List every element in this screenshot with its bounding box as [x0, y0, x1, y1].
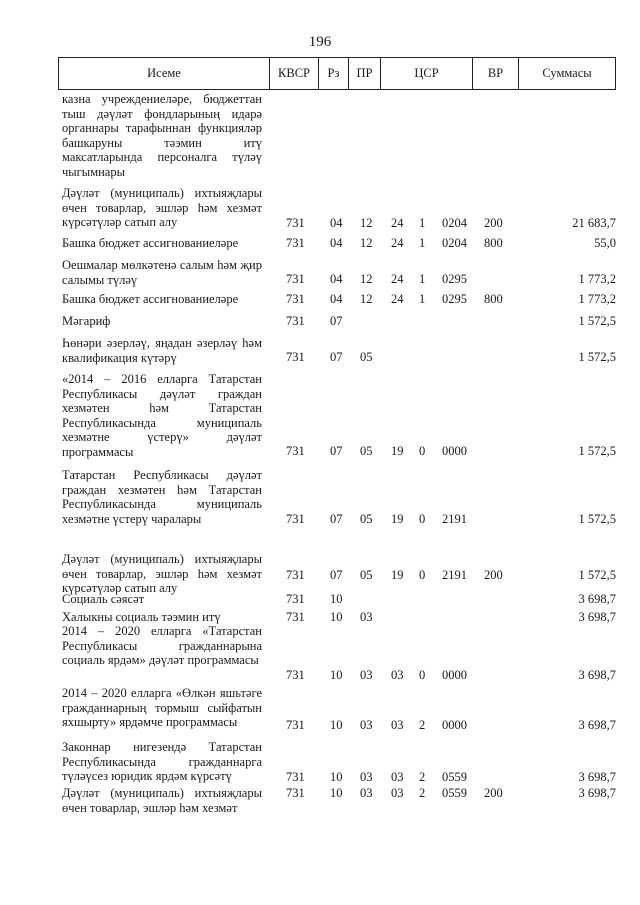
- row-name: Татарстан Республикасы дәүләт граждан хезмәтен һәм Татарстан Республикасында муниципаль хезмәтне үстерү чаралары: [62, 468, 262, 526]
- row-pr: 03: [360, 717, 373, 732]
- row-name: Законнар нигезендә Татарстан Республикасында гражданнарга түләүсез юридик ярдәм күрсәтү: [62, 740, 262, 783]
- row-csr2: 1: [419, 215, 426, 230]
- table-row: [0, 610, 640, 624]
- row-csr3: 0000: [442, 443, 467, 458]
- row-pr: 12: [360, 271, 373, 286]
- row-rz: 07: [330, 567, 343, 582]
- row-sum: 3 698,7: [578, 769, 616, 784]
- row-vr: 200: [484, 786, 503, 800]
- row-vr: 200: [484, 215, 503, 230]
- row-csr3: 2191: [442, 567, 467, 582]
- table-row: [0, 592, 640, 606]
- row-kvsr: 731: [286, 271, 305, 286]
- row-sum: 3 698,7: [578, 591, 616, 606]
- row-csr3: 0000: [442, 667, 467, 682]
- row-sum: 1 572,5: [578, 349, 616, 364]
- row-name: Башка бюджет ассигнованиеләре: [62, 292, 239, 306]
- row-pr: 12: [360, 215, 373, 230]
- header-pr: ПР: [349, 58, 381, 89]
- row-name: Мәгариф: [62, 314, 111, 328]
- row-name: «2014 – 2016 елларга Татарстан Республикасы дәүләт граждан хезмәтен һәм Татарстан Республикасында муниципаль хезмәтне үстерү» дәүләт программасы: [62, 372, 262, 459]
- row-kvsr: 731: [286, 215, 305, 230]
- table-row: [0, 258, 640, 286]
- header-kvsr: КВСР: [270, 58, 319, 89]
- row-pr: 12: [360, 235, 373, 250]
- header-name: Исеме: [59, 58, 270, 89]
- row-name: Башка бюджет ассигнованиеләре: [62, 236, 239, 250]
- row-csr2: 2: [419, 786, 426, 800]
- row-csr1: 24: [391, 235, 404, 250]
- row-kvsr: 731: [286, 443, 305, 458]
- row-sum: 21 683,7: [572, 215, 616, 230]
- row-vr: 200: [484, 567, 503, 582]
- table-row: [0, 186, 640, 230]
- row-sum: 3 698,7: [578, 609, 616, 624]
- row-vr: 800: [484, 291, 503, 306]
- row-kvsr: 731: [286, 609, 305, 624]
- table-row: [0, 314, 640, 328]
- row-rz: 07: [330, 511, 343, 526]
- row-csr3: 2191: [442, 511, 467, 526]
- row-rz: 10: [330, 609, 343, 624]
- table-row: [0, 468, 640, 526]
- row-pr: 03: [360, 609, 373, 624]
- row-csr1: 03: [391, 717, 404, 732]
- row-rz: 10: [330, 591, 343, 606]
- row-csr2: 2: [419, 717, 426, 732]
- row-vr: 800: [484, 235, 503, 250]
- table-row: [0, 372, 640, 458]
- row-csr1: 03: [391, 769, 404, 784]
- table-row: [0, 686, 640, 732]
- header-vr: ВР: [473, 58, 519, 89]
- row-rz: 04: [330, 291, 343, 306]
- row-rz: 10: [330, 667, 343, 682]
- table-row: [0, 624, 640, 682]
- row-kvsr: 731: [286, 567, 305, 582]
- row-rz: 07: [330, 313, 343, 328]
- row-sum: 1 773,2: [578, 271, 616, 286]
- row-sum: 3 698,7: [578, 717, 616, 732]
- row-csr1: 03: [391, 786, 404, 800]
- row-csr2: 0: [419, 567, 426, 582]
- row-sum: 1 572,5: [578, 313, 616, 328]
- row-name: Дәүләт (муниципаль) ихтыяҗлары өчен товарлар, эшләр һәм хезмәт күрсәтүләр сатып алу: [62, 552, 262, 595]
- row-csr3: 0295: [442, 271, 467, 286]
- table-row: [0, 292, 640, 306]
- row-csr2: 0: [419, 511, 426, 526]
- row-csr2: 1: [419, 235, 426, 250]
- row-csr3: 0204: [442, 235, 467, 250]
- row-csr3: 0204: [442, 215, 467, 230]
- row-csr1: 24: [391, 215, 404, 230]
- row-csr2: 2: [419, 769, 426, 784]
- header-sum: Суммасы: [542, 66, 592, 80]
- row-sum: 1 572,5: [578, 567, 616, 582]
- row-name: Оешмалар мөлкәтенә салым һәм җир салымы түләү: [62, 258, 262, 287]
- row-csr3: 0295: [442, 291, 467, 306]
- row-csr1: 19: [391, 443, 404, 458]
- row-rz: 07: [330, 443, 343, 458]
- row-kvsr: 731: [286, 313, 305, 328]
- row-sum: 1 773,2: [578, 291, 616, 306]
- row-rz: 04: [330, 271, 343, 286]
- row-csr2: 1: [419, 271, 426, 286]
- row-name: 2014 – 2020 елларга «Өлкән яшьтәге гражданнарның тормыш сыйфатын яхшырту» ярдәмче программасы: [62, 686, 262, 729]
- table-row: [0, 786, 640, 830]
- row-rz: 10: [330, 717, 343, 732]
- row-pr: 03: [360, 667, 373, 682]
- row-pr: 05: [360, 511, 373, 526]
- row-rz: 10: [330, 786, 343, 800]
- row-kvsr: 731: [286, 717, 305, 732]
- row-kvsr: 731: [286, 591, 305, 606]
- row-pr: 03: [360, 786, 373, 800]
- row-kvsr: 731: [286, 769, 305, 784]
- page-number: 196: [308, 34, 332, 50]
- row-csr3: 0559: [442, 786, 467, 800]
- row-name: 2014 – 2020 елларга «Татарстан Республикасы гражданнарына социаль ярдәм» дәүләт программасы: [62, 624, 262, 667]
- table-row: [0, 336, 640, 364]
- row-name: Дәүләт (муниципаль) ихтыяҗлары өчен товарлар, эшләр һәм хезмәт күрсәтүләр сатып алу: [62, 186, 262, 229]
- row-name: Социаль сәясәт: [62, 592, 145, 606]
- row-kvsr: 731: [286, 511, 305, 526]
- row-kvsr: 731: [286, 786, 305, 800]
- row-kvsr: 731: [286, 667, 305, 682]
- row-kvsr: 731: [286, 349, 305, 364]
- table-row: [0, 552, 640, 595]
- table-row: [0, 236, 640, 250]
- row-pr: 03: [360, 769, 373, 784]
- row-rz: 10: [330, 769, 343, 784]
- row-pr: 12: [360, 291, 373, 306]
- row-csr3: 0000: [442, 717, 467, 732]
- row-csr2: 0: [419, 443, 426, 458]
- row-rz: 04: [330, 215, 343, 230]
- row-pr: 05: [360, 349, 373, 364]
- row-csr1: 24: [391, 271, 404, 286]
- row-rz: 07: [330, 349, 343, 364]
- row-sum: 55,0: [594, 235, 616, 250]
- row-csr3: 0559: [442, 769, 467, 784]
- row-sum: 1 572,5: [578, 443, 616, 458]
- row-csr1: 24: [391, 291, 404, 306]
- header-rz: Рз: [319, 58, 349, 89]
- row-name: Һөнәри әзерләү, яңадан әзерләү һәм квалификация күтәрү: [62, 336, 262, 365]
- row-name: казна учреждениеләре, бюджеттан тыш дәүләт фондларының идарә органнары тарафыннан функцияләр башкаруны тәэмин итү максатларында персоналга түләү чыгымнары: [62, 92, 262, 179]
- row-csr1: 03: [391, 667, 404, 682]
- row-name: Дәүләт (муниципаль) ихтыяҗлары өчен товарлар, эшләр һәм хезмәт: [62, 786, 262, 815]
- row-pr: 05: [360, 443, 373, 458]
- table-row: [0, 740, 640, 784]
- row-sum: 1 572,5: [578, 511, 616, 526]
- row-pr: 05: [360, 567, 373, 582]
- row-rz: 04: [330, 235, 343, 250]
- row-kvsr: 731: [286, 291, 305, 306]
- header-csr: ЦСР: [381, 58, 473, 89]
- row-kvsr: 731: [286, 235, 305, 250]
- row-csr2: 0: [419, 667, 426, 682]
- row-csr1: 19: [391, 567, 404, 582]
- table-header: [58, 57, 616, 90]
- row-sum: 3 698,7: [578, 786, 616, 800]
- row-sum: 3 698,7: [578, 667, 616, 682]
- row-name: Халыкны социаль тәэмин итү: [62, 610, 221, 624]
- row-csr2: 1: [419, 291, 426, 306]
- table-row: [0, 92, 640, 180]
- row-csr1: 19: [391, 511, 404, 526]
